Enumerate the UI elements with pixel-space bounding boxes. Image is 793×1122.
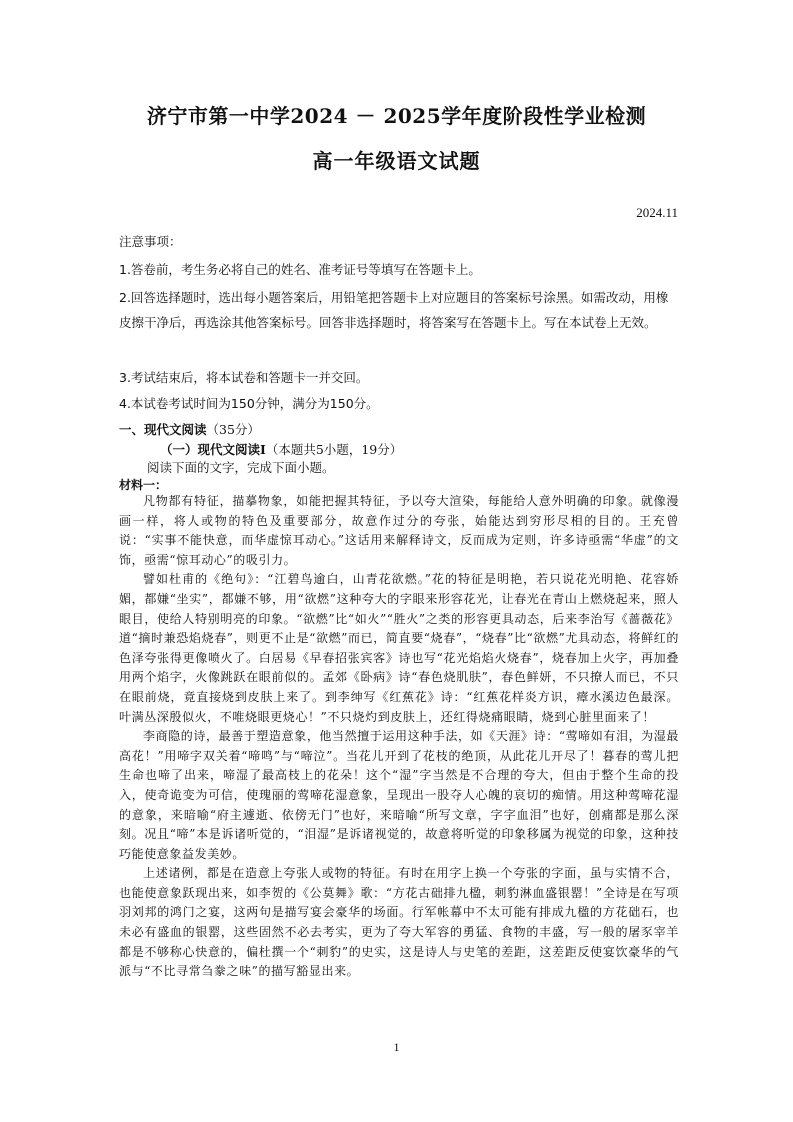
passage-paragraph: 上述诸例，都是在造意上夸张人或物的特征。有时在用字上换一个夸张的字面，虽与实情不合，也能使意象跃现出来，如李贺的《公莫舞》歌：“方花古础排九楹，刺豹淋血盛银罂！”全诗是在写项羽刘邦的鸿门之宴，这两句是描写宴会豪华的场面。行军帐幕中不太可能有排成九楹的方花础石，也未必有盛血的银罂，这些固然不必去考实，更为了夸大军容的勇猛、食物的丰盛，写一般的屠豕宰羊都是不够称心快意的，偏杜撰一个“刺豹”的史实，这是诗人与史笔的差距，这差距反使宴饮豪华的气派与“不比寻常刍豢之味”的描写豁显出来。 — [119, 866, 679, 979]
notice-heading: 注意事项： — [119, 234, 182, 249]
passage-paragraph: 李商隐的诗，最善于塑造意象，他当然擅于运用这种手法，如《天涯》诗：“莺啼如有泪，为湿最高花！”用啼字双关着“啼鸣”与“啼泣”。当花儿开到了花枝的绝顶，从此花儿开尽了！暮春的莺儿把生命也啼了出来，啼湿了最高枝上的花朵！这个“湿”字当然是不合理的夸大，但由于整个生命的投入，使奇诡变为可信，使瑰丽的莺啼花湿意象，呈现出一股夺人心魄的哀切的痴情。用这种莺啼花湿的意象，来暗喻“府主遽逝、依傍无门”也好，来暗喻“所写文章，字字血泪”也好，创痛都是那么深刻。况且“啼”本是诉诸听觉的，“泪湿”是诉诸视觉的，故意将听觉的印象移属为视觉的印象，这种技巧能使意象益发美妙。 — [119, 729, 679, 861]
page-number: 1 — [393, 1040, 400, 1054]
reading-instruction: 阅读下面的文字，完成下面小题。 — [147, 460, 335, 475]
passage-body — [119, 492, 679, 982]
exam-title: 济宁市第一中学2024 － 2025学年度阶段性学业检测 — [146, 104, 647, 128]
passage-paragraph: 譬如杜甫的《绝句》：“江碧鸟逾白，山青花欲燃。”花的特征是明艳，若只说花光明艳、花容娇媚，都嫌“坐实”，都嫌不够，用“欲燃”这种夸大的字眼来形容花光，让春光在青山上燃烧起来，照人眼目，使给人特别明亮的印象。“欲燃”比“如火”“胜火”之类的形容更具动态，后来李治写《蔷薇花》道“摘时兼恐焰烧春”，则更不止是“欲燃”而已，简直要“烧春”，“烧春”比“欲燃”尤具动态，将鲜红的色泽夸张得更像喷火了。白居易《早春招张宾客》诗也写“花光焰焰火烧春”，烧春加上火字，再加叠用两个焰字，火像跳跃在眼前似的。孟郊《卧病》诗“春色烧肌肤”，春色鲜妍，不只撩人而已，不只在眼前烧，竟直接烧到皮肤上来了。到李绅写《红蕉花》诗：“红蕉花样炎方识，瘴水溪边色最深。叶满丛深殷似火，不唯烧眼更烧心！”不只烧灼到皮肤上，还红得烧痛眼睛，烧到心脏里面来了！ — [119, 572, 679, 724]
section-heading — [119, 420, 260, 438]
notice-item-2: 2.回答选择题时，选出每小题答案后，用铅笔把答题卡上对应题目的答案标号涂黑。如需改动，用橡皮擦干净后，再选涂其他答案标号。回答非选择题时，将答案写在答题卡上。写在本试卷上无效。 — [119, 290, 669, 330]
subsection-note: （本题共5小题，19分） — [265, 442, 403, 457]
subsection-heading — [160, 440, 402, 458]
subsection-title: （一）现代文阅读Ⅰ — [160, 442, 266, 457]
exam-date: 2024.11 — [636, 205, 678, 220]
passage-paragraph: 凡物都有特征，描摹物象，如能把握其特征，予以夸大渲染，每能给人意外明确的印象。就像漫画一样，将人或物的特色及重要部分，故意作过分的夸张，始能达到穷形尽相的目的。王充曾说：“实事不能快意，而华虚惊耳动心。”这话用来解释诗文，反而成为定则，许多诗亟需“华虚”的文饰，亟需“惊耳动心”的吸引力。 — [119, 494, 679, 567]
section-score: （35分） — [206, 422, 260, 437]
notice-item-1: 1.答卷前，考生务必将自己的姓名、准考证号等填写在答题卡上。 — [119, 262, 481, 277]
notice-item-4: 4.本试卷考试时间为150分钟，满分为150分。 — [119, 396, 379, 411]
exam-subtitle: 高一年级语文试题 — [312, 149, 481, 173]
material-label: 材料一： — [119, 478, 168, 492]
notice-item-3: 3.考试结束后，将本试卷和答题卡一并交回。 — [119, 370, 369, 385]
section-title: 一、现代文阅读 — [119, 422, 207, 437]
